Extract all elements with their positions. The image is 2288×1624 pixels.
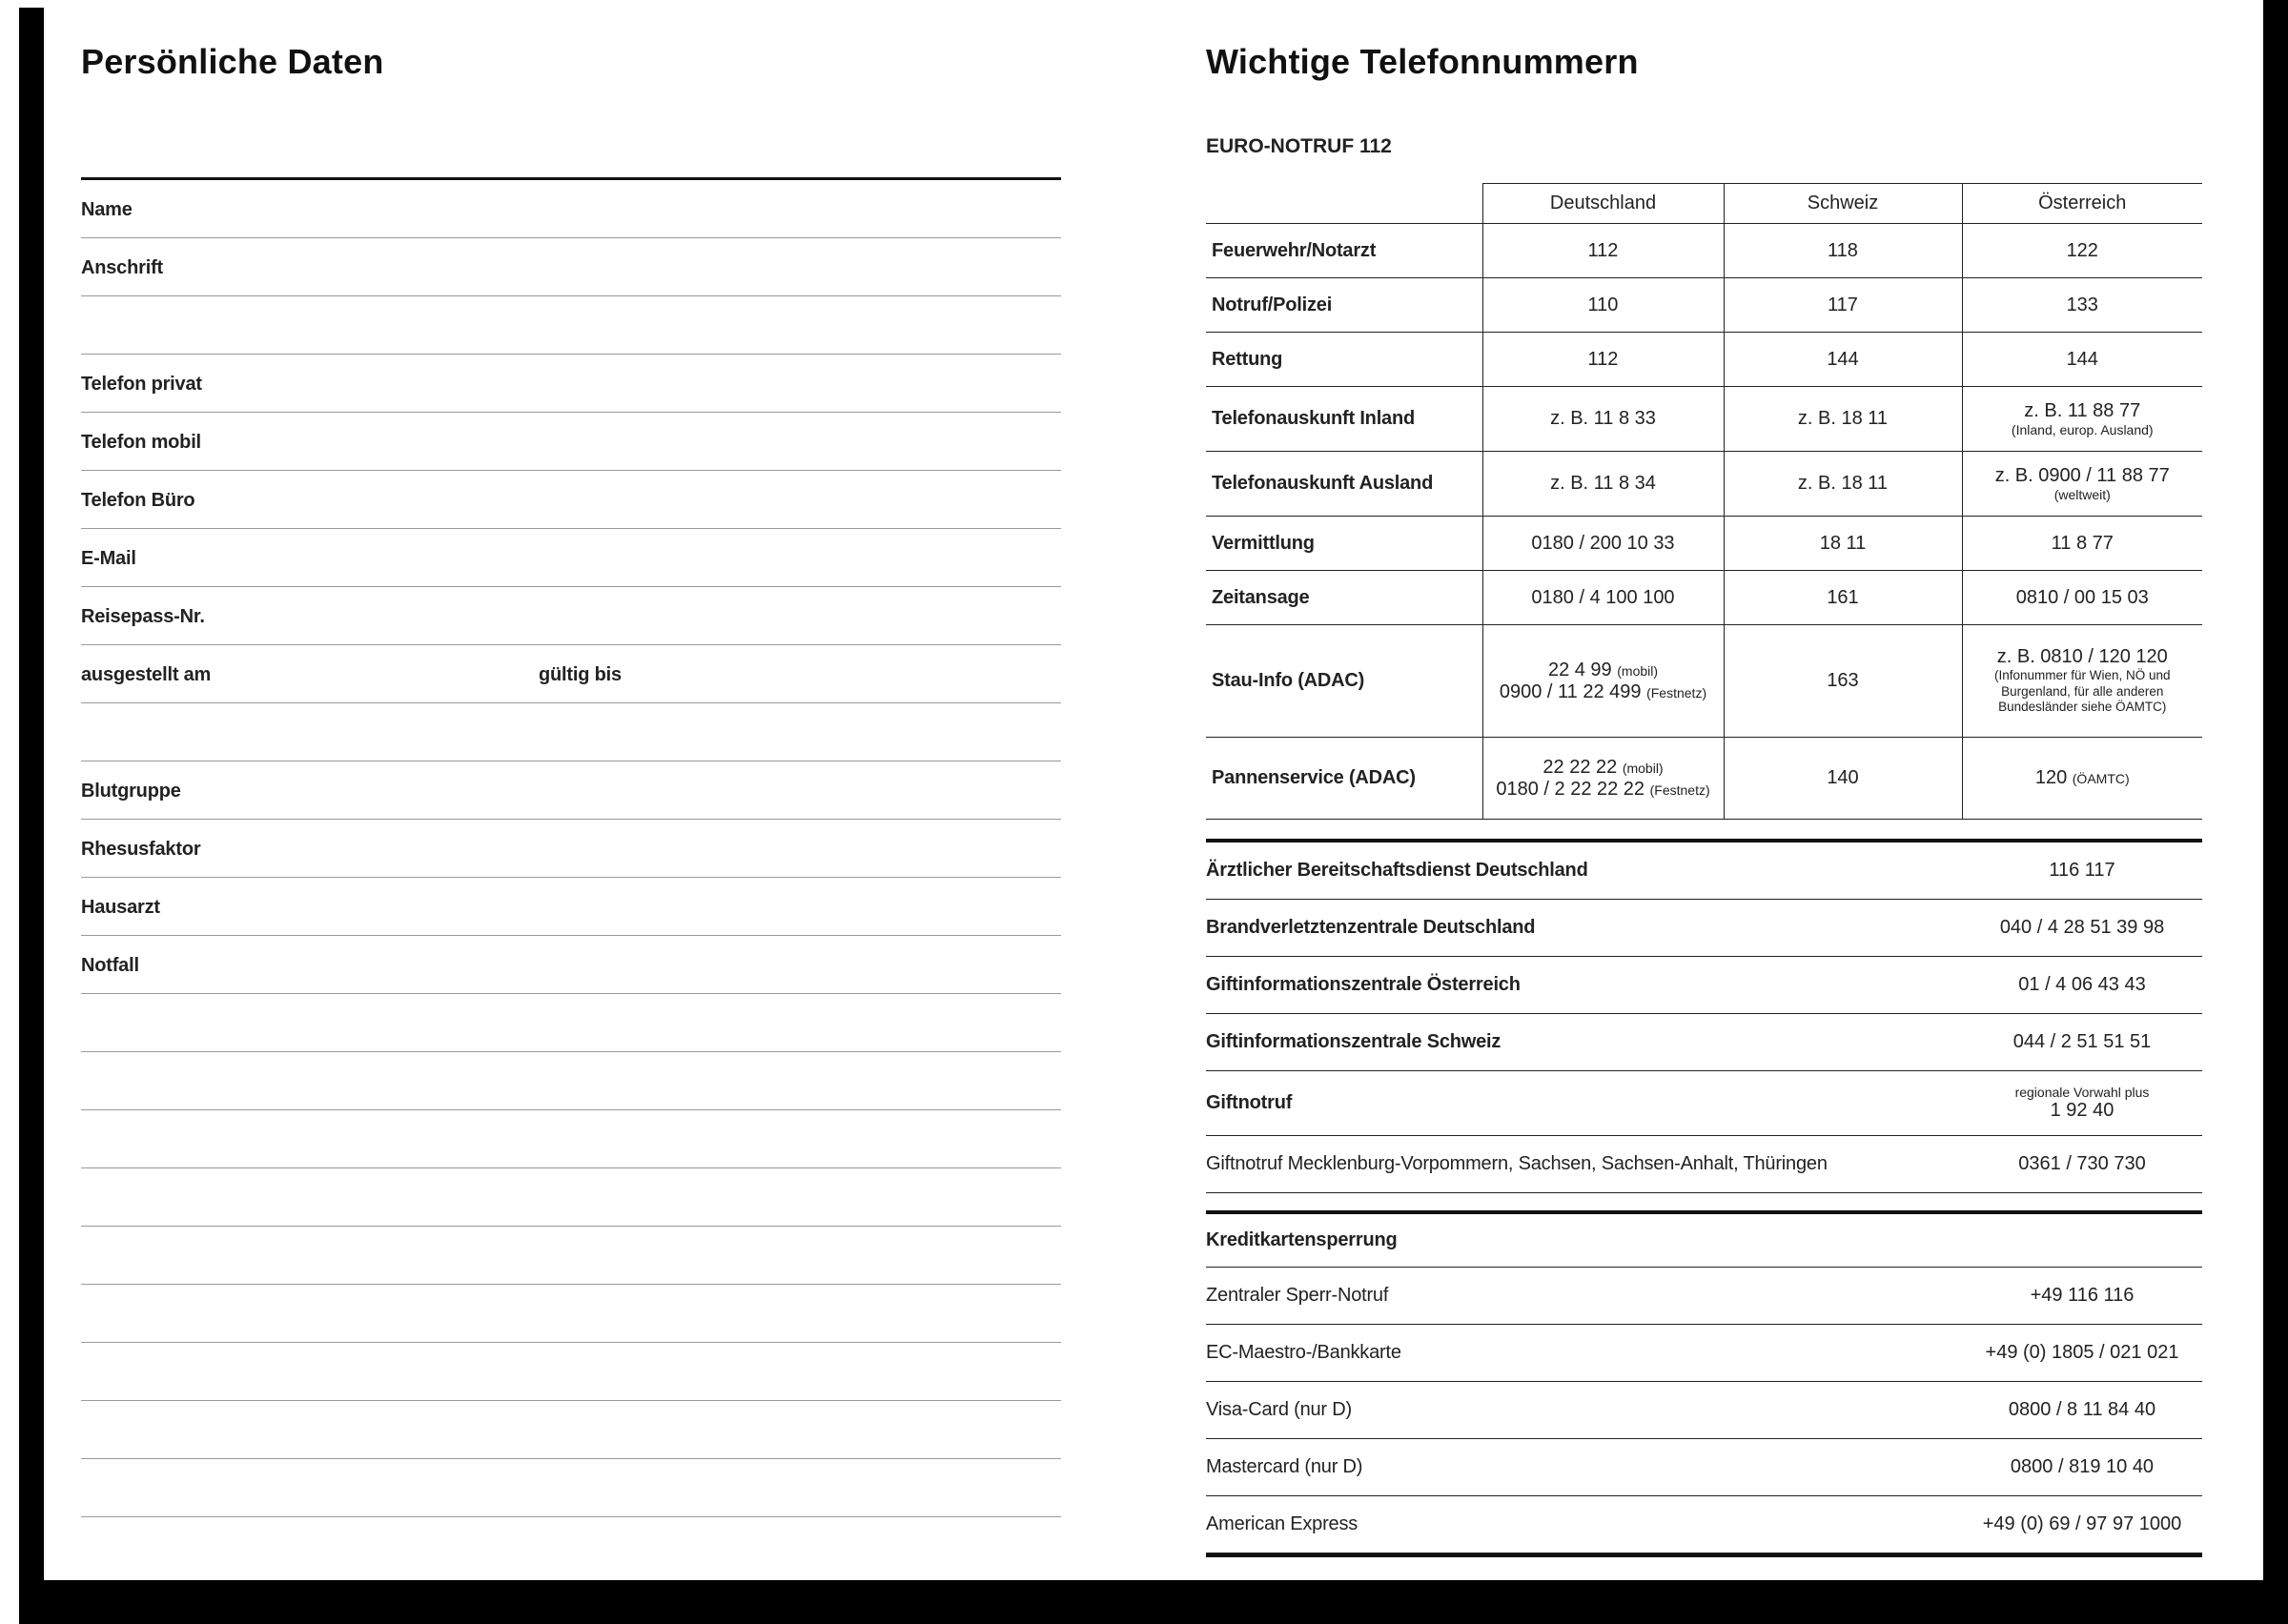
field-label-blutgruppe: Blutgruppe bbox=[81, 781, 181, 802]
row-label: Pannenservice (ADAC) bbox=[1206, 738, 1482, 820]
list-label: Giftnotruf bbox=[1206, 1092, 1293, 1113]
row-label: Vermittlung bbox=[1206, 517, 1482, 571]
list-value: 01 / 4 06 43 43 bbox=[2018, 974, 2146, 995]
list-label: Giftinformationszentrale Schweiz bbox=[1206, 1031, 1502, 1052]
cell-at-main: z. B. 0900 / 11 88 77 bbox=[1994, 465, 2170, 486]
list-row-bereitschaftsdienst bbox=[1206, 842, 2202, 900]
cell-at bbox=[1962, 387, 2202, 452]
cell-at bbox=[1962, 452, 2202, 517]
cell-ch: z. B. 18 11 bbox=[1724, 452, 1962, 517]
page-edge-right bbox=[2263, 0, 2288, 1624]
header-empty-cell bbox=[1206, 184, 1482, 224]
field-label-gueltig-bis: gültig bis bbox=[539, 664, 622, 685]
cell-de-line1: 22 22 22 (mobil) bbox=[1542, 756, 1664, 778]
blank-line bbox=[81, 1052, 1061, 1110]
credit-card-heading: Kreditkartensperrung bbox=[1206, 1229, 1398, 1250]
form-row-anschrift bbox=[81, 238, 1061, 296]
table-row-feuerwehr bbox=[1206, 224, 2202, 278]
cell-de-line1: 22 4 99 (mobil) bbox=[1547, 659, 1659, 680]
cell-de: 112 bbox=[1482, 333, 1724, 387]
list-row-giftnotruf bbox=[1206, 1071, 2202, 1136]
row-label: Telefonauskunft Inland bbox=[1206, 387, 1482, 452]
cell-de: z. B. 11 8 33 bbox=[1482, 387, 1724, 452]
form-row-telefon-buero bbox=[81, 471, 1061, 529]
list-label: EC-Maestro-/Bankkarte bbox=[1206, 1342, 1401, 1363]
form-row-ausgestellt-gueltig bbox=[81, 645, 1061, 703]
blank-line bbox=[81, 296, 1061, 355]
blank-line bbox=[81, 1401, 1061, 1459]
table-row-rettung bbox=[1206, 333, 2202, 387]
list-row-brandverletzte bbox=[1206, 900, 2202, 957]
cell-ch: 144 bbox=[1724, 333, 1962, 387]
table-row-pannenservice bbox=[1206, 738, 2202, 820]
row-label: Zeitansage bbox=[1206, 571, 1482, 625]
cell-de-line2: 0900 / 11 22 499 (Festnetz) bbox=[1499, 680, 1707, 702]
cell-ch: 118 bbox=[1724, 224, 1962, 278]
blank-line bbox=[81, 994, 1061, 1052]
list-label: Giftnotruf Mecklenburg-Vorpommern, Sachsen, Sachsen-Anhalt, Thüringen bbox=[1206, 1153, 1828, 1174]
cell-ch: 117 bbox=[1724, 278, 1962, 333]
list-label: Zentraler Sperr-Notruf bbox=[1206, 1285, 1389, 1306]
row-label: Stau-Info (ADAC) bbox=[1206, 625, 1482, 738]
cell-de: 112 bbox=[1482, 224, 1724, 278]
cell-at-main: 120 bbox=[2034, 767, 2068, 788]
blank-line bbox=[81, 1168, 1061, 1227]
phone-numbers-page bbox=[1206, 42, 2202, 1557]
list-value: +49 116 116 bbox=[2030, 1285, 2135, 1306]
list-label: Visa-Card (nur D) bbox=[1206, 1399, 1352, 1420]
list-value: 044 / 2 51 51 51 bbox=[2012, 1031, 2152, 1052]
form-row-reisepass bbox=[81, 587, 1061, 645]
row-label: Feuerwehr/Notarzt bbox=[1206, 224, 1482, 278]
cell-de-line2: 0180 / 2 22 22 22 (Festnetz) bbox=[1496, 778, 1710, 800]
column-header-oesterreich: Österreich bbox=[1962, 184, 2202, 224]
field-label-anschrift: Anschrift bbox=[81, 257, 163, 278]
cell-at: 11 8 77 bbox=[1962, 517, 2202, 571]
field-label-name: Name bbox=[81, 199, 133, 220]
page-edge-left bbox=[19, 8, 44, 1624]
form-row-telefon-mobil bbox=[81, 413, 1061, 471]
list-label: Brandverletztenzentrale Deutschland bbox=[1206, 917, 1536, 938]
table-row-vermittlung bbox=[1206, 517, 2202, 571]
list-row-visa bbox=[1206, 1382, 2202, 1439]
field-label-email: E-Mail bbox=[81, 548, 136, 569]
field-label-ausgestellt-am: ausgestellt am bbox=[81, 664, 212, 685]
list-value: +49 (0) 69 / 97 97 1000 bbox=[1982, 1513, 2182, 1534]
list-row-american-express bbox=[1206, 1496, 2202, 1553]
form-row-telefon-privat bbox=[81, 355, 1061, 413]
list-value: 040 / 4 28 51 39 98 bbox=[1999, 917, 2165, 938]
row-label: Rettung bbox=[1206, 333, 1482, 387]
cell-at: 144 bbox=[1962, 333, 2202, 387]
credit-card-heading-row bbox=[1206, 1214, 2202, 1268]
form-row-notfall bbox=[81, 936, 1061, 994]
blank-line bbox=[81, 1285, 1061, 1343]
field-label-hausarzt: Hausarzt bbox=[81, 897, 160, 918]
cell-de: 0180 / 4 100 100 bbox=[1482, 571, 1724, 625]
list-label: Ärztlicher Bereitschaftsdienst Deutschland bbox=[1206, 860, 1588, 881]
cell-de: z. B. 11 8 34 bbox=[1482, 452, 1724, 517]
cell-at-note: (Inland, europ. Ausland) bbox=[2011, 422, 2154, 437]
table-header-row bbox=[1206, 184, 2202, 224]
field-label-telefon-privat: Telefon privat bbox=[81, 374, 202, 395]
cell-de bbox=[1482, 625, 1724, 738]
emergency-numbers-table bbox=[1206, 183, 2202, 820]
cell-at: 0810 / 00 15 03 bbox=[1962, 571, 2202, 625]
list-value: 0800 / 8 11 84 40 bbox=[2008, 1399, 2156, 1420]
cell-at-main: z. B. 0810 / 120 120 bbox=[1996, 645, 2168, 667]
credit-card-section bbox=[1206, 1210, 2202, 1557]
cell-ch: 18 11 bbox=[1724, 517, 1962, 571]
list-label: Giftinformationszentrale Österreich bbox=[1206, 974, 1521, 995]
personal-data-page bbox=[81, 42, 1061, 1517]
row-label: Telefonauskunft Ausland bbox=[1206, 452, 1482, 517]
cell-at bbox=[1962, 625, 2202, 738]
blank-line bbox=[81, 703, 1061, 761]
cell-ch: 161 bbox=[1724, 571, 1962, 625]
list-value-note: regionale Vorwahl plus bbox=[2014, 1085, 2150, 1100]
list-row-giftnotruf-mecklenburg bbox=[1206, 1136, 2202, 1193]
field-label-notfall: Notfall bbox=[81, 955, 139, 976]
form-row-email bbox=[81, 529, 1061, 587]
blank-line bbox=[81, 1110, 1061, 1168]
cell-at bbox=[1962, 738, 2202, 820]
cell-ch: 163 bbox=[1724, 625, 1962, 738]
cell-at: 122 bbox=[1962, 224, 2202, 278]
list-value-main: 1 92 40 bbox=[2050, 1100, 2114, 1121]
table-row-auskunft-inland bbox=[1206, 387, 2202, 452]
list-row-gift-schweiz bbox=[1206, 1014, 2202, 1071]
field-label-telefon-buero: Telefon Büro bbox=[81, 490, 195, 511]
cell-at: 133 bbox=[1962, 278, 2202, 333]
list-value: 0361 / 730 730 bbox=[2018, 1153, 2146, 1174]
blank-line bbox=[81, 1343, 1061, 1401]
form-row-hausarzt bbox=[81, 878, 1061, 936]
list-value bbox=[1962, 1085, 2202, 1122]
cell-at-note: (Infonummer für Wien, NÖ und Burgenland, für alle anderen Bundesländer siehe ÖAMTC) bbox=[1993, 667, 2171, 715]
cell-de: 0180 / 200 10 33 bbox=[1482, 517, 1724, 571]
euro-notruf-heading: EURO-NOTRUF 112 bbox=[1206, 135, 1392, 157]
form-row-name bbox=[81, 180, 1061, 238]
cell-at-main: z. B. 11 88 77 bbox=[2024, 400, 2141, 421]
cell-at-note: (weltweit) bbox=[2053, 487, 2111, 502]
cell-de bbox=[1482, 738, 1724, 820]
table-row-zeitansage bbox=[1206, 571, 2202, 625]
form-row-rhesusfaktor bbox=[81, 820, 1061, 878]
table-row-notruf-polizei bbox=[1206, 278, 2202, 333]
list-label: American Express bbox=[1206, 1513, 1358, 1534]
blank-line bbox=[81, 1227, 1061, 1285]
list-row-sperr-notruf bbox=[1206, 1268, 2202, 1325]
emergency-services-section bbox=[1206, 839, 2202, 1193]
column-header-deutschland: Deutschland bbox=[1482, 184, 1724, 224]
field-label-rhesusfaktor: Rhesusfaktor bbox=[81, 839, 201, 860]
cell-at-note: (ÖAMTC) bbox=[2072, 771, 2130, 786]
list-value: 116 117 bbox=[2049, 860, 2115, 881]
field-label-telefon-mobil: Telefon mobil bbox=[81, 432, 201, 453]
left-page-title: Persönliche Daten bbox=[81, 42, 384, 81]
cell-de: 110 bbox=[1482, 278, 1724, 333]
blank-line bbox=[81, 1459, 1061, 1517]
list-row-ec-maestro bbox=[1206, 1325, 2202, 1382]
page-edge-bottom bbox=[19, 1580, 2288, 1624]
list-value: +49 (0) 1805 / 021 021 bbox=[1985, 1342, 2179, 1363]
cell-ch: z. B. 18 11 bbox=[1724, 387, 1962, 452]
column-header-schweiz: Schweiz bbox=[1724, 184, 1962, 224]
table-row-auskunft-ausland bbox=[1206, 452, 2202, 517]
table-row-stau-info bbox=[1206, 625, 2202, 738]
right-page-title: Wichtige Telefonnummern bbox=[1206, 42, 1639, 81]
list-value: 0800 / 819 10 40 bbox=[2010, 1456, 2155, 1477]
form-row-blutgruppe bbox=[81, 761, 1061, 820]
list-row-gift-oesterreich bbox=[1206, 957, 2202, 1014]
field-label-reisepass: Reisepass-Nr. bbox=[81, 606, 205, 627]
row-label: Notruf/Polizei bbox=[1206, 278, 1482, 333]
cell-ch: 140 bbox=[1724, 738, 1962, 820]
list-label: Mastercard (nur D) bbox=[1206, 1456, 1363, 1477]
list-row-mastercard bbox=[1206, 1439, 2202, 1496]
